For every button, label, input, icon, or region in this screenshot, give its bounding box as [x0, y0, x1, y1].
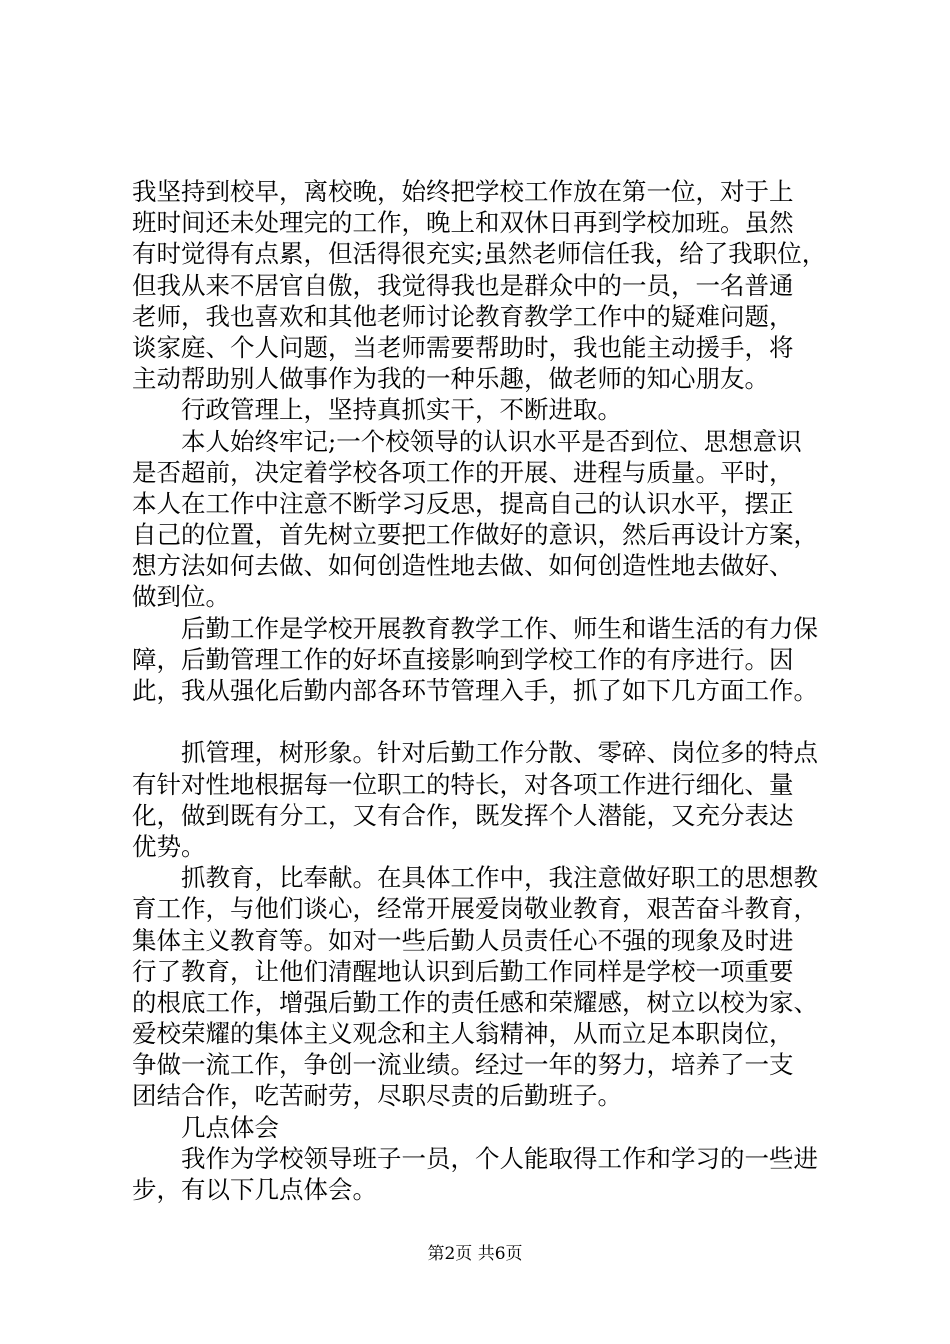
text-line: 此，我从强化后勤内部各环节管理入手，抓了如下几方面工作。: [132, 676, 818, 705]
text-line: 做到位。: [132, 582, 230, 612]
text-line: 争做一流工作，争创一流业绩。经过一年的努力，培养了一支: [132, 1050, 794, 1080]
text-line: 本人在工作中注意不断学习反思，提高自己的认识水平，摆正: [132, 488, 794, 518]
text-line: 班时间还未处理完的工作，晚上和双休日再到学校加班。虽然: [132, 208, 794, 238]
text-line: 集体主义教育等。如对一些后勤人员责任心不强的现象及时进: [132, 925, 794, 955]
text-line: 后勤工作是学校开展教育教学工作、师生和谐生活的有力保: [181, 613, 818, 643]
text-line: 行政管理上，坚持真抓实干，不断进取。: [181, 395, 622, 425]
text-line: 主动帮助别人做事作为我的一种乐趣，做老师的知心朋友。: [132, 364, 769, 394]
blank-line: [132, 706, 852, 737]
text-line: 想方法如何去做、如何创造性地去做、如何创造性地去做好、: [132, 551, 794, 581]
text-line: 几点体会: [181, 1112, 279, 1142]
text-line: 抓教育，比奉献。在具体工作中，我注意做好职工的思想教: [181, 863, 818, 893]
text-line: 有针对性地根据每一位职工的特长，对各项工作进行细化、量: [132, 769, 794, 799]
text-line: 爱校荣耀的集体主义观念和主人翁精神，从而立足本职岗位，: [132, 1019, 794, 1049]
text-line: 步，有以下几点体会。: [132, 1175, 377, 1204]
text-line: 的根底工作，增强后勤工作的责任感和荣耀感，树立以校为家、: [132, 987, 818, 1017]
text-line: 抓管理，树形象。针对后勤工作分散、零碎、岗位多的特点: [181, 738, 818, 768]
document-body: [132, 176, 852, 1205]
text-line: 本人始终牢记;一个校领导的认识水平是否到位、思想意识: [181, 426, 802, 456]
text-line: 有时觉得有点累，但活得很充实;虽然老师信任我，给了我职位，: [132, 239, 827, 269]
text-line: 优势。: [132, 831, 206, 861]
text-line: 但我从来不居官自傲，我觉得我也是群众中的一员，一名普通: [132, 270, 794, 300]
text-line: 老师，我也喜欢和其他老师讨论教育教学工作中的疑难问题，: [132, 301, 794, 331]
page-footer: 第2页 共6页: [427, 1244, 523, 1264]
text-line: 我坚持到校早，离校晚，始终把学校工作放在第一位，对于上: [132, 177, 794, 206]
text-line: 育工作，与他们谈心，经常开展爱岗敬业教育，艰苦奋斗教育，: [132, 894, 818, 924]
text-line: 自己的位置，首先树立要把工作做好的意识，然后再设计方案，: [132, 520, 818, 550]
text-line: 行了教育，让他们清醒地认识到后勤工作同样是学校一项重要: [132, 956, 794, 986]
text-line: 谈家庭、个人问题，当老师需要帮助时，我也能主动援手，将: [132, 332, 794, 362]
text-line: 障，后勤管理工作的好坏直接影响到学校工作的有序进行。因: [132, 644, 794, 674]
text-line: 团结合作，吃苦耐劳，尽职尽责的后勤班子。: [132, 1081, 622, 1111]
text-line: 我作为学校领导班子一员，个人能取得工作和学习的一些进: [181, 1143, 818, 1173]
text-line: 是否超前，决定着学校各项工作的开展、进程与质量。平时，: [132, 457, 794, 487]
text-line: 化，做到既有分工，又有合作，既发挥个人潜能，又充分表达: [132, 800, 794, 830]
